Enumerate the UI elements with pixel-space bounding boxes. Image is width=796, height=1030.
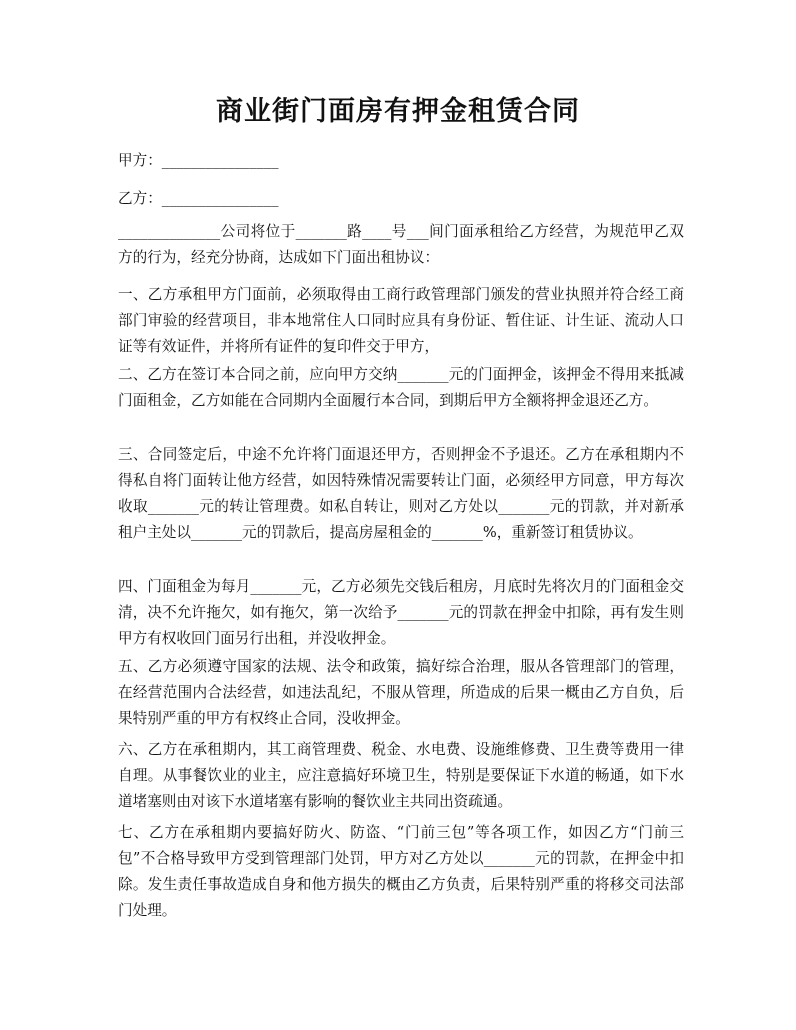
party-a-line: 甲方：________________ xyxy=(118,152,279,169)
clause-1-paragraph: 一、乙方承租甲方门面前，必须取得由工商行政管理部门颁发的营业执照并符合经工商部门审验的经营项目，非本地常住人口同时应具有身份证、暂住证、计生证、流动人口证等有效证件，并将所有证件的复印件交于甲方， xyxy=(118,286,684,355)
intro-paragraph: ______________公司将位于_______路____号___间门面承租给乙方经营，为规范甲乙双方的行为，经充分协商，达成如下门面出租协议： xyxy=(118,223,684,266)
clause-3-paragraph: 三、合同签定后，中途不允许将门面退还甲方，否则押金不予退还。乙方在承租期内不得私自将门面转让他方经营，如因特殊情况需要转让门面，必须经甲方同意，甲方每次收取_______元的转让管理费。如私自转让，则对乙方处以_______元的罚款，并对新承租户主处以_______元的罚款后，提高房屋租金的_______%，重新签订租赁协议。 xyxy=(118,446,684,541)
clause-5-paragraph: 五、乙方必须遵守国家的法规、法令和政策，搞好综合治理，服从各管理部门的管理，在经营范围内合法经营，如违法乱纪，不服从管理，所造成的后果一概由乙方自负，后果特别严重的甲方有权终止合同，没收押金。 xyxy=(118,658,684,727)
clause-2-paragraph: 二、乙方在签订本合同之前，应向甲方交纳_______元的门面押金，该押金不得用来抵减门面租金，乙方如能在合同期内全面履行本合同，到期后甲方全额将押金退还乙方。 xyxy=(118,366,684,409)
clause-6-paragraph: 六、乙方在承租期内，其工商管理费、税金、水电费、设施维修费、卫生费等费用一律自理。从事餐饮业的业主，应注意搞好环境卫生，特别是要保证下水道的畅通，如下水道堵塞则由对该下水道堵塞有影响的餐饮业主共同出资疏通。 xyxy=(118,741,684,810)
clause-7-paragraph: 七、乙方在承租期内要搞好防火、防盗、“门前三包”等各项工作，如因乙方“门前三包”不合格导致甲方受到管理部门处罚，甲方对乙方处以_______元的罚款，在押金中扣除。发生责任事故造成自身和他方损失的概由乙方负责，后果特别严重的将移交司法部门处理。 xyxy=(118,824,684,919)
party-b-line: 乙方：________________ xyxy=(118,190,279,207)
document-title: 商业街门面房有押金租赁合同 xyxy=(216,96,580,127)
clause-4-paragraph: 四、门面租金为每月_______元，乙方必须先交钱后租房，月底时先将次月的门面租金交清，决不允许拖欠，如有拖欠，第一次给予_______元的罚款在押金中扣除，再有发生则甲方有权收回门面另行出租，并没收押金。 xyxy=(118,578,684,647)
